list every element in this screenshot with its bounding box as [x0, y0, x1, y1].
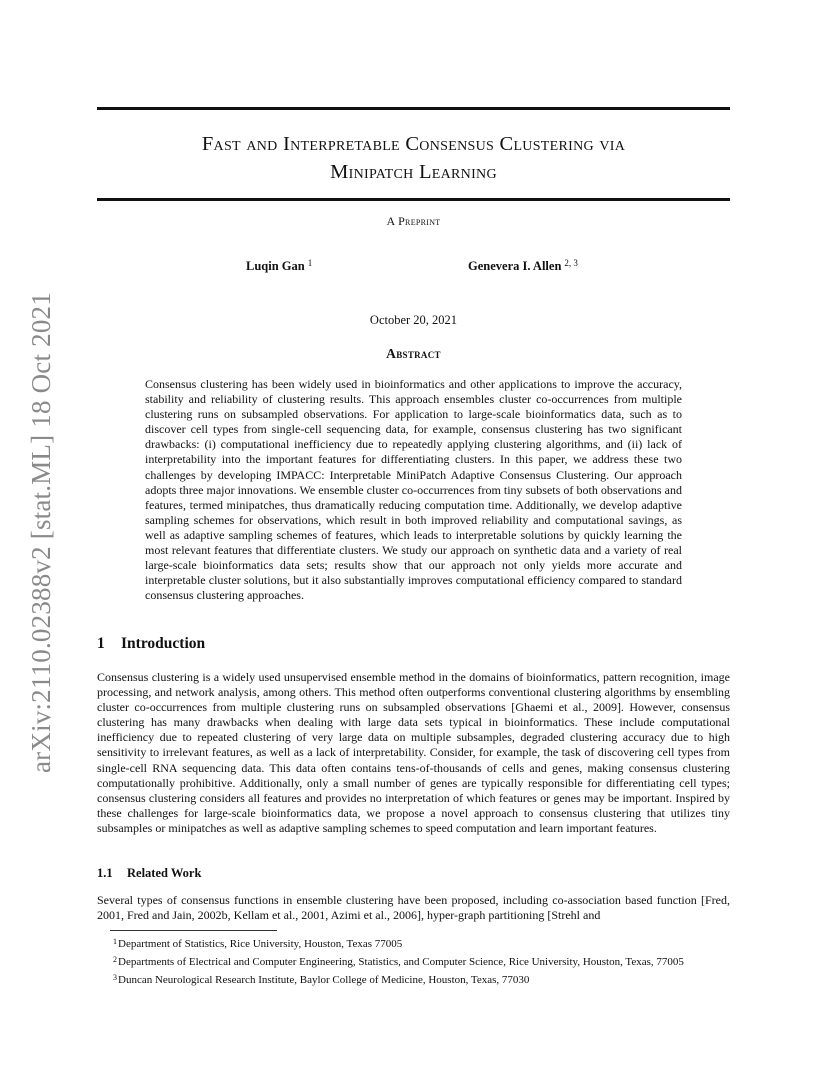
footnote-2-text: Departments of Electrical and Computer Engineering, Statistics, and Computer Science, Rice University, Houston, Texas, 77005 [118, 956, 684, 968]
footnote-2-mark: 2 [113, 955, 117, 964]
footnote-3-text: Duncan Neurological Research Institute, Baylor College of Medicine, Houston, Texas, 77030 [118, 974, 530, 986]
author-2-name: Genevera I. Allen [468, 259, 562, 273]
author-1-name: Luqin Gan [246, 259, 305, 273]
footnote-3-mark: 3 [113, 973, 117, 982]
title-line-2: Minipatch Learning [330, 161, 497, 183]
author-1-affiliation: 1 [307, 258, 313, 268]
paper-title [97, 130, 730, 186]
footnotes [113, 934, 743, 988]
preprint-label: A Preprint [386, 214, 441, 228]
introduction-number: 1 [97, 635, 105, 652]
related-work-text: Several types of consensus functions in ensemble clustering have been proposed, including co-association based function [Fred, 2001, Fred and Jain, 2002b, Kellam et al., 2001, Azimi et al., 2006], hyper-graph partitioning [Strehl and [97, 893, 730, 923]
introduction-text: Consensus clustering is a widely used unsupervised ensemble method in the domains of bioinformatics, pattern recognition, image processing, and network analysis, among others. This method often outperforms conventional clustering algorithms by ensembling cluster co-occurrences from multiple clustering runs on subsampled observations [Ghaemi et al., 2009]. However, consensus clustering has many drawbacks when dealing with large data sets typical in bioinformatics. These include computational inefficiency due to repeated clustering of very large data on multiple subsamples, degraded clustering accuracy due to high sensitivity to irrelevant features, as well as a lack of interpretability. Consider, for example, the task of discovering cell types from single-cell RNA sequencing data. This data often contains tens-of-thousands of cells and genes, making consensus clustering computationally prohibitive. Additionally, only a small number of genes are typically responsible for differentiating cell types; consensus clustering considers all features and provides no interpretation of which features or genes may be important. Inspired by these challenges for large-scale bioinformatics data, we propose a novel approach to consensus clustering that utilizes tiny subsamples or minipatches as well as adaptive sampling schemes to speed computation and learn important features. [97, 670, 730, 835]
title-line-1: Fast and Interpretable Consensus Clustering via [201, 133, 626, 155]
footnote-rule [110, 930, 277, 931]
introduction-title: Introduction [121, 635, 206, 652]
related-work-number: 1.1 [97, 866, 113, 880]
related-work-heading [97, 866, 201, 881]
related-work-title: Related Work [127, 866, 202, 880]
footnote-1 [113, 934, 743, 952]
author-1 [246, 258, 312, 274]
footnote-1-text: Department of Statistics, Rice University, Houston, Texas 77005 [118, 938, 403, 950]
author-2 [468, 258, 578, 274]
arxiv-side-stamp: arXiv:2110.02388v2 [stat.ML] 18 Oct 2021 [26, 292, 56, 773]
title-bottom-rule [97, 198, 730, 201]
title-top-rule [97, 107, 730, 110]
footnote-1-mark: 1 [113, 937, 117, 946]
abstract-heading: Abstract [386, 346, 441, 361]
paper-date: October 20, 2021 [369, 313, 458, 327]
footnote-2 [113, 952, 743, 970]
introduction-heading [97, 635, 205, 653]
footnote-3 [113, 970, 743, 988]
author-2-affiliation: 2, 3 [564, 258, 578, 268]
abstract-text: Consensus clustering has been widely used in bioinformatics and other applications to improve the accuracy, stability and reliability of clustering results. This approach ensembles cluster co-occurrences from multiple clustering runs on subsampled observations. For application to large-scale bioinformatics data, such as to discover cell types from single-cell sequencing data, for example, consensus clustering has two significant drawbacks: (i) computational inefficiency due to repeatedly applying clustering algorithms, and (ii) lack of interpretability into the important features for differentiating clusters. In this paper, we address these two challenges by developing IMPACC: Interpretable MiniPatch Adaptive Consensus Clustering. Our approach adopts three major innovations. We ensemble cluster co-occurrences from tiny subsets of both observations and features, termed minipatches, thus dramatically reducing computation time. Additionally, we develop adaptive sampling schemes for observations, which result in both improved reliability and computational savings, as well as adaptive sampling schemes of features, which leads to interpretable solutions by quickly learning the most relevant features that differentiate clusters. We study our approach on synthetic data and a variety of real large-scale bioinformatics data sets; results show that our approach not only yields more accurate and interpretable cluster solutions, but it also substantially improves computational efficiency compared to standard consensus clustering approaches. [145, 377, 682, 603]
